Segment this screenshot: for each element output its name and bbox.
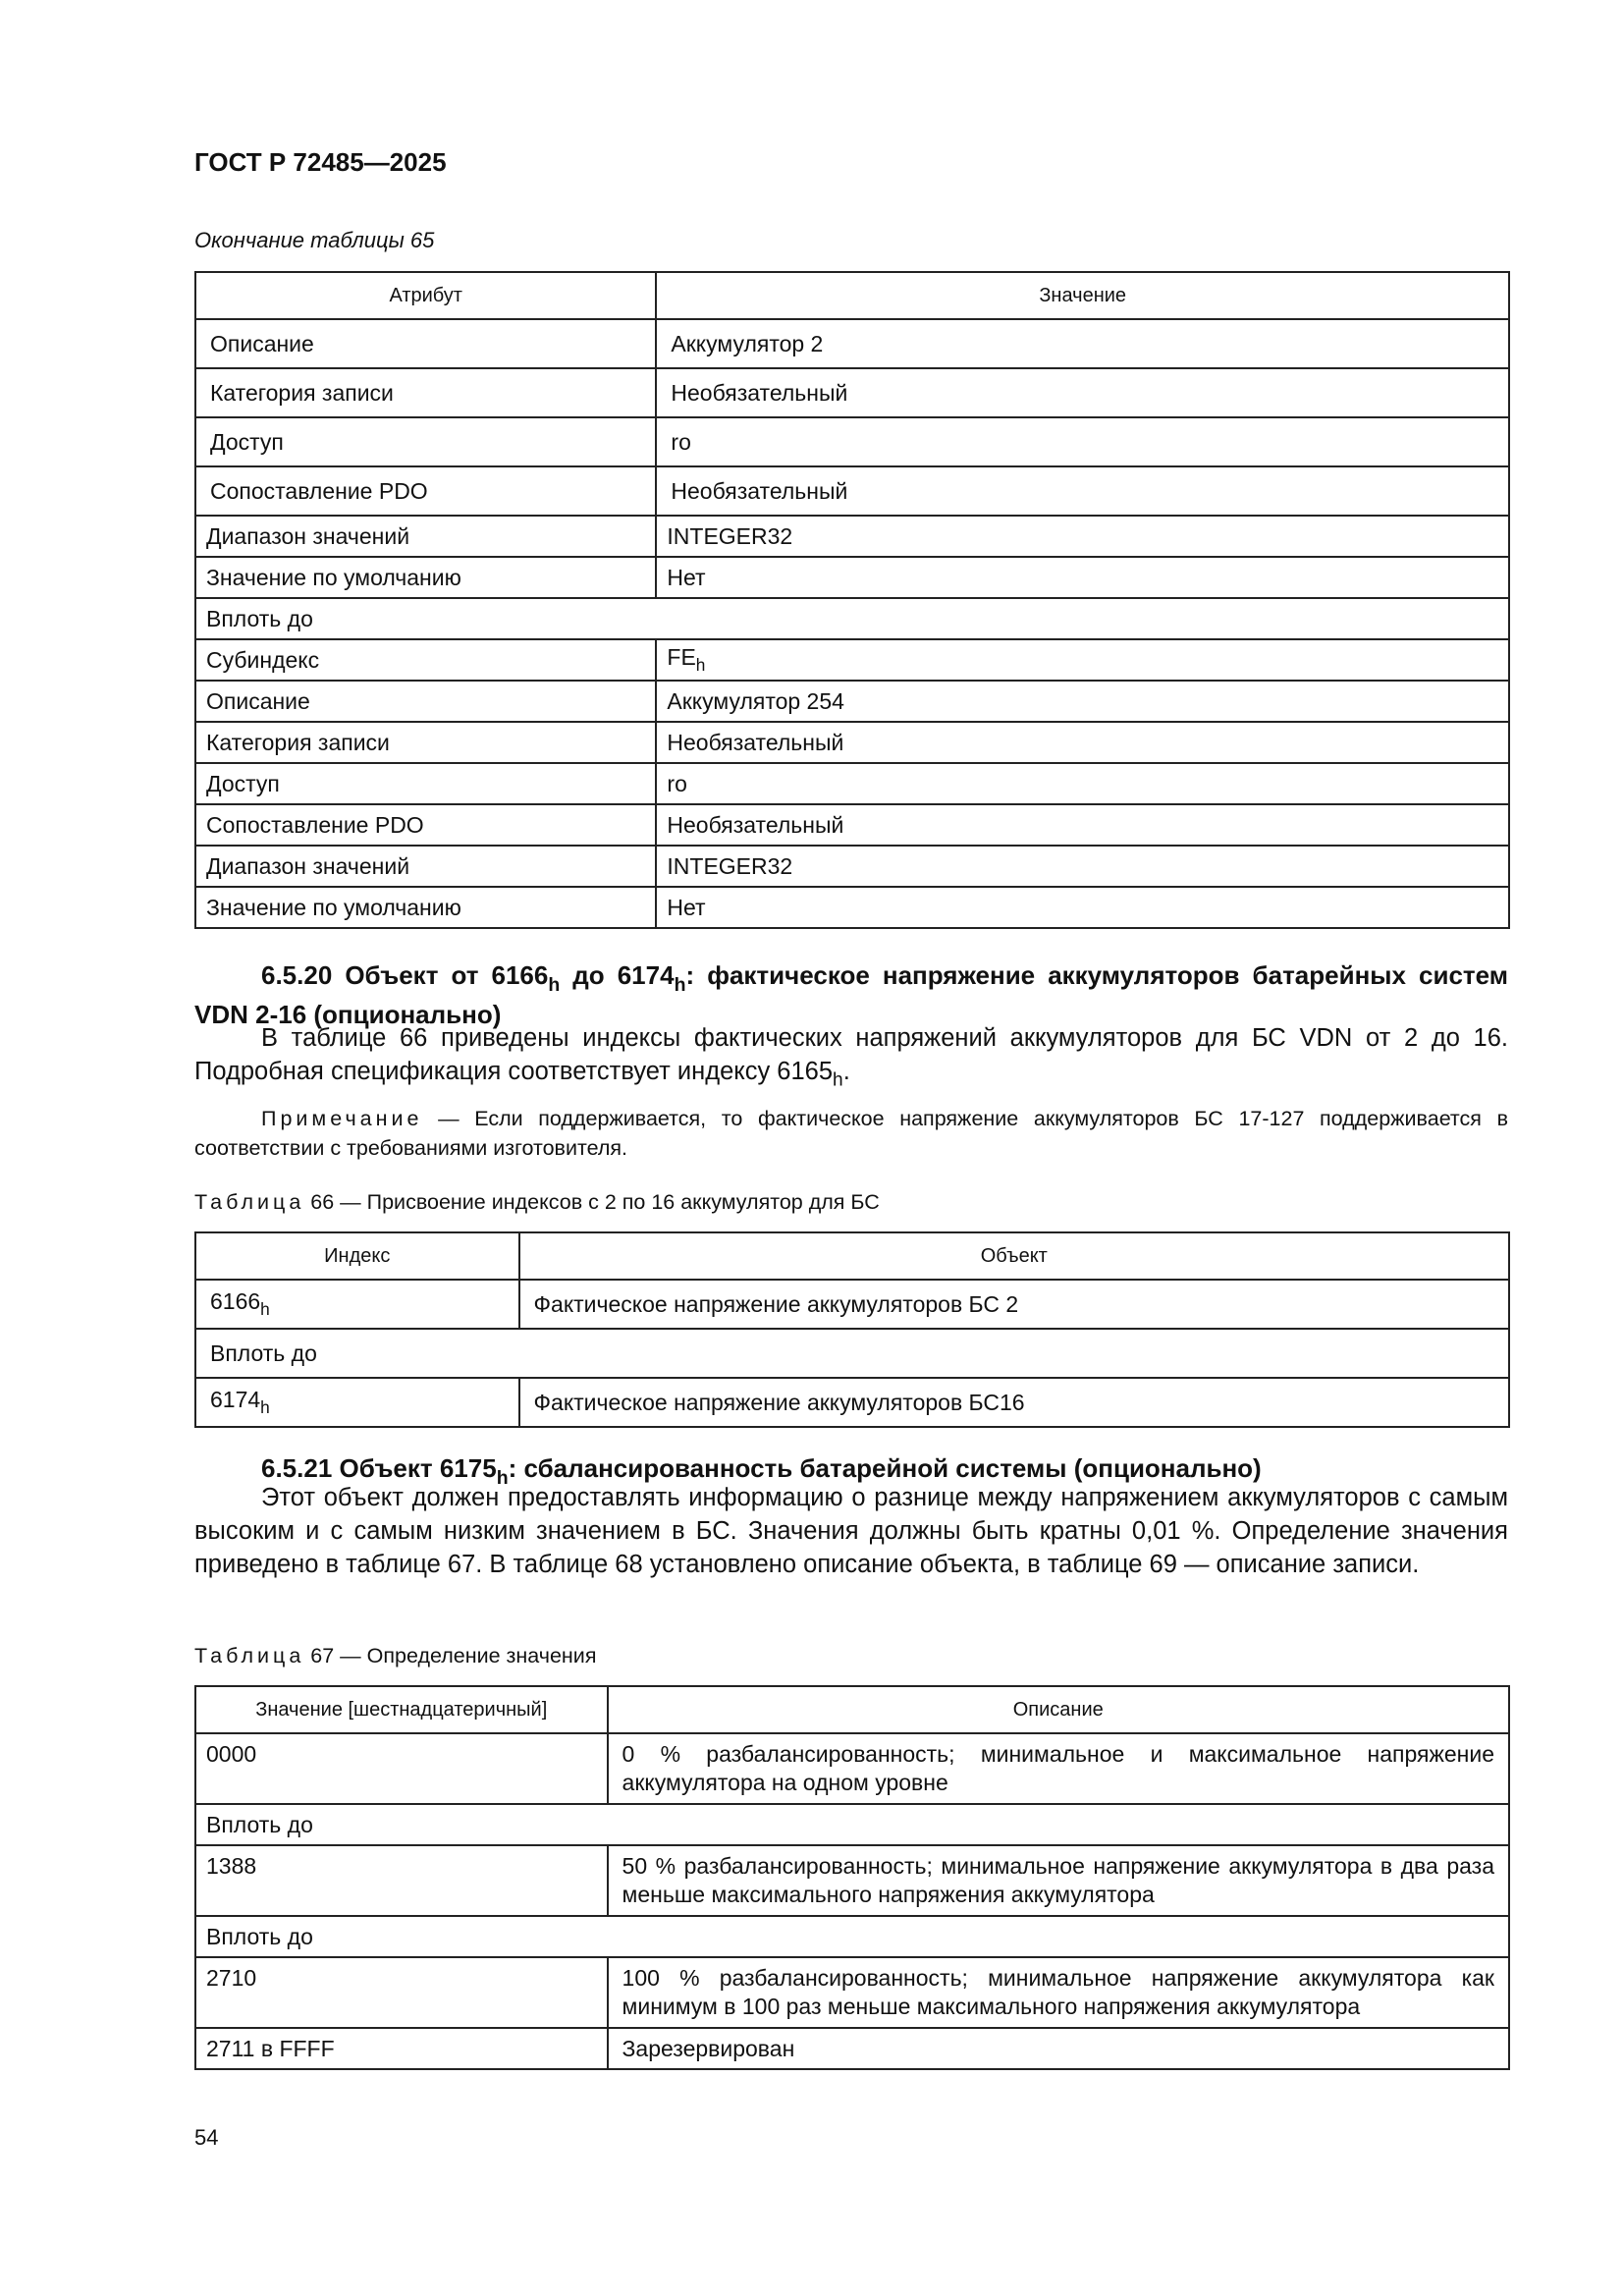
- table-row: [195, 417, 1509, 466]
- table-row: [195, 846, 1509, 887]
- cell-index: $6166_h$: [195, 1280, 519, 1329]
- paragraph-6-5-21: Этот объект должен предоставлять информацию о разнице между напряжением аккумуляторов с самым высоким и с самым низким значением в БС. Значения должны быть кратны 0,01 %. Определение значения приведено в таблице 67. В таблице 68 установлено описание объекта, в таблице 69 — описание записи.: [194, 1484, 1508, 1578]
- cell-value: Аккумулятор 254: [656, 681, 1509, 722]
- cell-attribute: Значение по умолчанию: [195, 557, 656, 598]
- table65-caption: Окончание таблицы 65: [194, 228, 435, 252]
- table-row: [195, 804, 1509, 846]
- cell-value: ro: [656, 763, 1509, 804]
- cell-attribute: Субиндекс: [195, 639, 656, 681]
- table-row: [195, 1733, 1509, 1804]
- cell-full-width: Вплоть до: [195, 598, 1509, 639]
- cell-attribute: Категория записи: [195, 368, 656, 417]
- cell-attribute: Доступ: [195, 763, 656, 804]
- cell-value: Необязательный: [656, 466, 1509, 516]
- table-row: [195, 2028, 1509, 2069]
- table-row: [195, 1378, 1509, 1427]
- section-heading-6-5-20: 6.5.20 Объект от $6166_h$ до $6174_h$: фактическое напряжение аккумуляторов батарейных систем VDN 2-16 (опционально): [194, 960, 1508, 1029]
- section-heading-6-5-21: 6.5.21 Объект $6175_h$: сбалансированность батарейной системы (опционально): [261, 1453, 1262, 1489]
- table-65: [194, 271, 1510, 929]
- cell-value: Аккумулятор 2: [656, 319, 1509, 368]
- cell-value: INTEGER32: [656, 846, 1509, 887]
- cell-attribute: Описание: [195, 319, 656, 368]
- column-header-attribute: Атрибут: [195, 272, 656, 319]
- table-row: [195, 516, 1509, 557]
- note-6-5-20: [194, 1104, 1508, 1163]
- cell-description: 50 % разбалансированность; минимальное напряжение аккумулятора в два раза меньше максимального напряжения аккумулятора: [608, 1845, 1509, 1916]
- cell-value: 2711 в FFFF: [195, 2028, 608, 2069]
- table-row: [195, 466, 1509, 516]
- table-row: [195, 598, 1509, 639]
- cell-description: 100 % разбалансированность; минимальное напряжение аккумулятора как минимум в 100 раз меньше максимального напряжения аккумулятора: [608, 1957, 1509, 2028]
- note-text: — Если поддерживается, то фактическое напряжение аккумуляторов БС 17-127 поддерживается в соответствии с требованиями изготовителя.: [194, 1107, 1508, 1160]
- cell-value: [656, 639, 1509, 681]
- cell-attribute: Значение по умолчанию: [195, 887, 656, 928]
- table-row: [195, 722, 1509, 763]
- cell-attribute: Диапазон значений: [195, 846, 656, 887]
- table-row: [195, 1280, 1509, 1329]
- subscript: h: [695, 655, 706, 676]
- cell-attribute: Сопоставление PDO: [195, 804, 656, 846]
- column-header-value: Значение [шестнадцатеричный]: [195, 1686, 608, 1733]
- cell-value: 2710: [195, 1957, 608, 2028]
- note-label: Примечание: [261, 1107, 423, 1130]
- cell-value: Необязательный: [656, 722, 1509, 763]
- cell-object: Фактическое напряжение аккумуляторов БС16: [519, 1378, 1509, 1427]
- cell-description: Зарезервирован: [608, 2028, 1509, 2069]
- column-header-object: Объект: [519, 1232, 1509, 1280]
- table-row: [195, 681, 1509, 722]
- column-header-index: Индекс: [195, 1232, 519, 1280]
- cell-value: Нет: [656, 557, 1509, 598]
- table-header-row: [195, 272, 1509, 319]
- cell-full-width: Вплоть до: [195, 1329, 1509, 1378]
- cell-attribute: Диапазон значений: [195, 516, 656, 557]
- cell-value: INTEGER32: [656, 516, 1509, 557]
- table-header-row: [195, 1686, 1509, 1733]
- document-header: ГОСТ Р 72485—2025: [194, 147, 447, 177]
- table-row: [195, 368, 1509, 417]
- table-row: [195, 319, 1509, 368]
- cell-value: ro: [656, 417, 1509, 466]
- cell-value: 1388: [195, 1845, 608, 1916]
- cell-attribute: Сопоставление PDO: [195, 466, 656, 516]
- cell-attribute: Доступ: [195, 417, 656, 466]
- paragraph-6-5-20: В таблице 66 приведены индексы фактических напряжений аккумуляторов для БС VDN от 2 до 16. Подробная спецификация соответствует индексу $6165_h$.: [194, 1024, 1508, 1091]
- cell-value: Нет: [656, 887, 1509, 928]
- value-text: FE: [667, 643, 696, 670]
- cell-value: Необязательный: [656, 368, 1509, 417]
- cell-attribute: Категория записи: [195, 722, 656, 763]
- cell-attribute: Описание: [195, 681, 656, 722]
- table-row: [195, 763, 1509, 804]
- cell-full-width: Вплоть до: [195, 1916, 1509, 1957]
- table66-caption: Таблица 66 — Присвоение индексов с 2 по 16 аккумулятор для БС: [194, 1190, 880, 1214]
- table-row: [195, 1845, 1509, 1916]
- table-row: [195, 557, 1509, 598]
- cell-description: 0 % разбалансированность; минимальное и максимальное напряжение аккумулятора на одном уровне: [608, 1733, 1509, 1804]
- table-row: [195, 887, 1509, 928]
- table-row: [195, 1329, 1509, 1378]
- table-row: [195, 1916, 1509, 1957]
- table-row: [195, 1957, 1509, 2028]
- cell-index: $6174_h$: [195, 1378, 519, 1427]
- table-row: [195, 639, 1509, 681]
- table67-caption: Таблица 67 — Определение значения: [194, 1644, 597, 1667]
- table-66: [194, 1231, 1510, 1428]
- cell-object: Фактическое напряжение аккумуляторов БС 2: [519, 1280, 1509, 1329]
- column-header-description: Описание: [608, 1686, 1509, 1733]
- cell-value: Необязательный: [656, 804, 1509, 846]
- page-number: 54: [194, 2125, 219, 2150]
- table-header-row: [195, 1232, 1509, 1280]
- cell-full-width: Вплоть до: [195, 1804, 1509, 1845]
- column-header-value: Значение: [656, 272, 1509, 319]
- table-67: [194, 1685, 1510, 2070]
- cell-value: 0000: [195, 1733, 608, 1804]
- table-row: [195, 1804, 1509, 1845]
